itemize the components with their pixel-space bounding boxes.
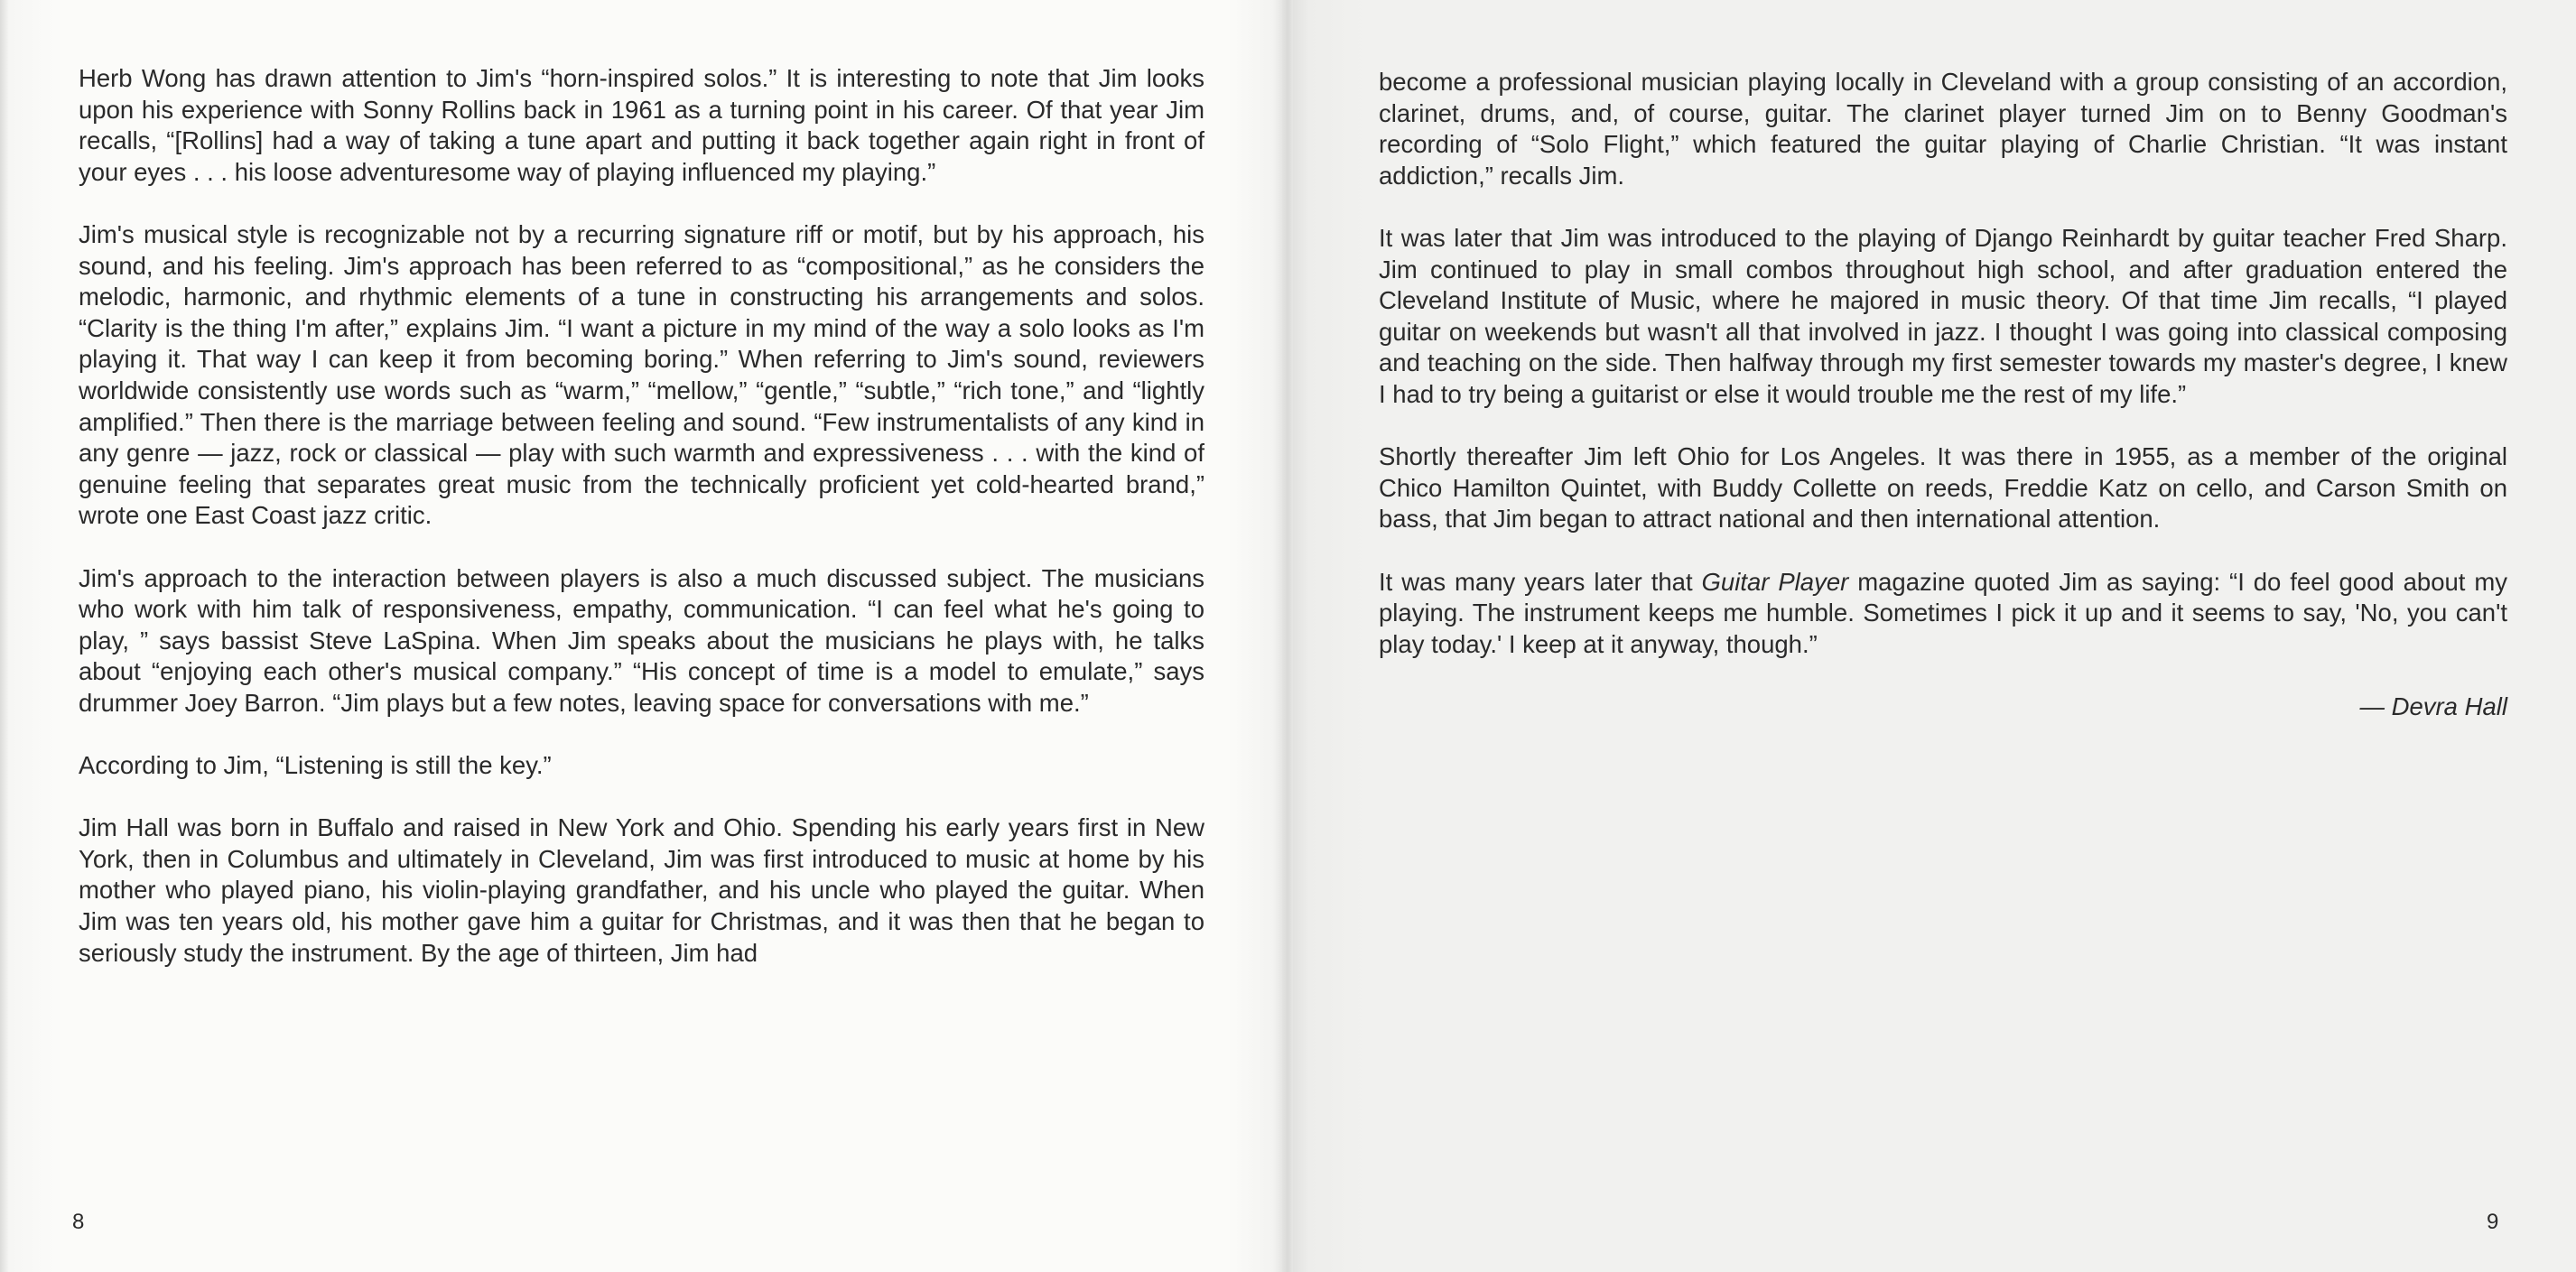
paragraph-interaction-between-players: Jim's approach to the interaction between players is also a much discussed subject. The musicians who work with him talk of responsiveness, empathy, communication. “I can feel what he's going to play, ” says bassist Steve LaSpina. When Jim speaks about the musicians he plays with, he talks about “enjoying each other's musical company.” “His concept of time is a model to emulate,” says drummer Joey Barron. “Jim plays but a few notes, leaving space for conversations with me.” [79,563,1204,717]
paragraph-horn-inspired-solos: Herb Wong has drawn attention to Jim's “horn-inspired solos.” It is interesting to note that Jim looks upon his experience with Sonny Rollins back in 1961 as a turning point in his career. Of that year Jim recalls, “[Rollins] had a way of taking a tune apart and putting it back together again right in front of your eyes . . . his loose adventuresome way of playing influenced my playing.” [79,64,1204,186]
paragraph-django-reinhardt: It was later that Jim was introduced to the playing of Django Reinhardt by guitar teacher Fred Sharp. Jim continued to play in small combos throughout high school, and after graduation entered the Cleveland Institute of Music, where he majored in music theory. Of that time Jim recalls, “I played guitar on weekends but wasn't all that involved in jazz. I thought I was going into classical composing and teaching on the side. Then halfway through my first semester towards my master's degree, I knew I had to try being a guitarist or else it would trouble me the rest of my life.” [1379,223,2507,408]
magazine-title: Guitar Player [1701,567,1849,596]
paragraph-guitar-player-quote [1379,567,2507,661]
left-page-text [79,63,1204,969]
paragraph-los-angeles: Shortly thereafter Jim left Ohio for Los Angeles. It was there in 1955, as a member of the original Chico Hamilton Quintet, with Buddy Collette on reeds, Freddie Katz on cello, and Carson Smith on bass, that Jim began to attract national and then international attention. [1379,442,2507,534]
quote-intro: It was many years later that [1379,567,1702,596]
right-page [1293,0,2576,1272]
paragraph-listening-key: According to Jim, “Listening is still the key.” [79,751,552,780]
book-gutter [1282,0,1293,1272]
left-page [0,0,1282,1272]
author-signature: — Devra Hall [2359,692,2507,720]
page-number: 8 [72,1210,85,1234]
right-page-text [1379,67,2507,722]
quote-body: magazine quoted Jim as saying: “I do feel good about my playing. The instrument keeps me humble. Sometimes I pick it up and it seems to say, 'No, you can't play today.' I keep at it anyway, though.” [1379,567,2507,658]
paragraph-musical-style: Jim's musical style is recognizable not by a recurring signature riff or motif, but by his approach, his sound, and his feeling. Jim's approach has been referred to as “compositional,” as he considers the melodic, harmonic, and rhythmic elements of a tune in constructing his arrangements and solos. “Clarity is the thing I'm after,” explains Jim. “I want a picture in my mind of the way a solo looks as I'm playing it. That way I can keep it from becoming boring.” When referring to Jim's sound, reviewers worldwide consistently use words such as “warm,” “mellow,” “gentle,” “subtle,” “rich tone,” and “lightly amplified.” Then there is the marriage between feeling and sound. “Few instrumentalists of any kind in any genre — jazz, rock or classical — play with such warmth and expressiveness . . . with the kind of genuine feeling that separates great music from the technically proficient yet cold-hearted brand,” wrote one East Coast jazz critic. [79,219,1204,530]
paragraph-early-years: Jim Hall was born in Buffalo and raised in New York and Ohio. Spending his early years first in New York, then in Columbus and ultimately in Cleveland, Jim was first introduced to music at home by his mother who played piano, his violin-playing grandfather, and his uncle who played the guitar. When Jim was ten years old, his mother gave him a guitar for Christmas, and it was then that he began to seriously study the instrument. By the age of thirteen, Jim had [79,813,1204,967]
page-number: 9 [2487,1210,2499,1234]
paragraph-professional-musician: become a professional musician playing locally in Cleveland with a group consisting of an accordion, clarinet, drums, and, of course, guitar. The clarinet player turned Jim on to Benny Goodman's recording of “Solo Flight,” which featured the guitar playing of Charlie Christian. “It was instant addiction,” recalls Jim. [1379,68,2507,190]
